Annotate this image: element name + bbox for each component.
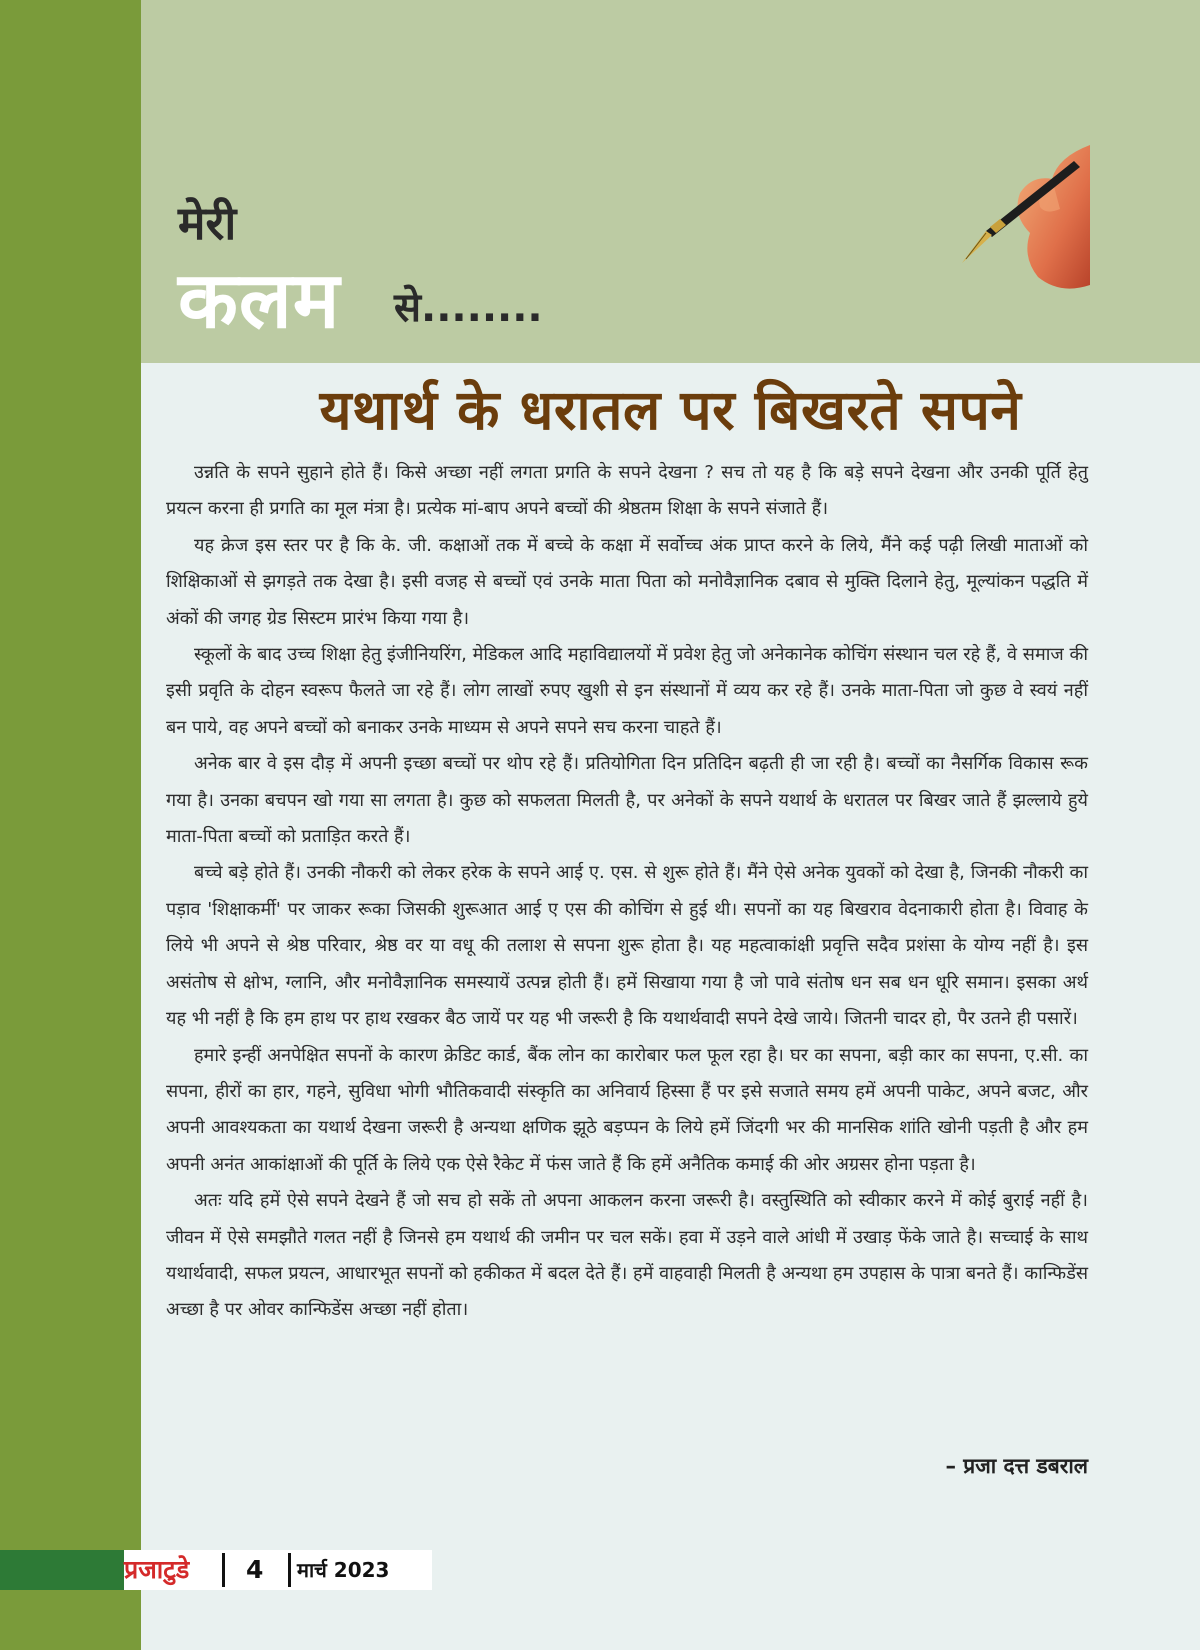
author-byline: – प्रजा दत्त डबराल [945,1454,1088,1478]
footer-green-strip [0,1550,124,1590]
article-paragraph: स्कूलों के बाद उच्च शिक्षा हेतु इंजीनियरिंग, मेडिकल आदि महाविद्यालयों में प्रवेश हेतु जो अनेकानेक कोचिंग संस्थान चल रहे हैं, वे समाज की इसी प्रवृति के दोहन स्वरूप फैलते जा रहे हैं। लोग लाखों रुपए खुशी से इन संस्थानों में व्यय कर रहे हैं। उनके माता-पिता जो कुछ वे स्वयं नहीं बन पाये, वह अपने बच्चों को बनाकर उनके माध्यम से अपने सपने सच करना चाहते हैं। [166,644,1088,738]
article-paragraph: बच्चे बड़े होते हैं। उनकी नौकरी को लेकर हरेक के सपने आई ए. एस. से शुरू होते हैं। मैंने ऐसे अनेक युवकों को देखा है, जिनकी नौकरी का पड़ाव 'शिक्षाकर्मी' पर जाकर रूका जिसकी शुरूआत आई ए एस की कोचिंग से हुई थी। सपनों का यह बिखराव वेदनाकारी होता है। विवाह के लिये भी अपने से श्रेष्ठ परिवार, श्रेष्ठ वर या वधू की तलाश से सपना शुरू होता है। यह महत्वाकांक्षी प्रवृत्ति सदैव प्रशंसा के योग्य नहीं है। इस असंतोष से क्षोभ, ग्लानि, और मनोवैज्ञानिक समस्यायें उत्पन्न होती हैं। हमें सिखाया गया है जो पावे संतोष धन सब धन धूरि समान। इसका अर्थ यह भी नहीं है कि हम हाथ पर हाथ रखकर बैठ जायें पर यह भी जरूरी है कि यथार्थवादी सपने देखे जाये। जितनी चादर हो, पैर उतने ही पसारें। [166,862,1088,1030]
article-headline: यथार्थ के धरातल पर बिखरते सपने [319,378,1022,442]
page-number: 4 [246,1555,264,1584]
article-paragraph: यह क्रेज इस स्तर पर है कि के. जी. कक्षाओं तक में बच्चे के कक्षा में सर्वोच्च अंक प्राप्त करने के लिये, मैंने कई पढ़ी लिखी माताओं को शिक्षिकाओं से झगड़ते तक देखा है। इसी वजह से बच्चों एवं उनके माता पिता को मनोवैज्ञानिक दबाव से मुक्ति दिलाने हेतु, मूल्यांकन पद्धति में अंकों की जगह ग्रेड सिस्टम प्रारंभ किया गया है। [166,534,1088,629]
left-green-bar [0,0,141,1650]
article-paragraph: अनेक बार वे इस दौड़ में अपनी इच्छा बच्चों पर थोप रहे हैं। प्रतियोगिता दिन प्रतिदिन बढ़ती ही जा रही है। बच्चों का नैसर्गिक विकास रूक गया है। उनका बचपन खो गया सा लगता है। कुछ को सफलता मिलती है, पर अनेकों के सपने यथार्थ के धरातल पर बिखर जाते हैं झल्लाये हुये माता-पिता बच्चों को प्रताड़ित करते हैं। [166,753,1088,848]
article-paragraph: उन्नति के सपने सुहाने होते हैं। किसे अच्छा नहीं लगता प्रगति के सपने देखना ? सच तो यह है कि बड़े सपने देखना और उनकी पूर्ति हेतु प्रयत्न करना ही प्रगति का मूल मंत्रा है। प्रत्येक मां-बाप अपने बच्चों की श्रेष्ठतम शिक्षा के सपने संजाते हैं। [166,462,1088,520]
fountain-pen-hand-icon [940,145,1090,300]
footer-divider [222,1553,225,1587]
magazine-logo: प्रजाटुडे [124,1555,190,1584]
footer-divider [288,1553,291,1587]
issue-date: मार्च 2023 [297,1558,390,1582]
article-paragraph: हमारे इन्हीं अनपेक्षित सपनों के कारण क्रेडिट कार्ड, बैंक लोन का कारोबार फल फूल रहा है। घर का सपना, बड़ी कार का सपना, ए.सी. का सपना, हीरों का हार, गहने, सुविधा भोगी भौतिकवादी संस्कृति का अनिवार्य हिस्सा हैं पर इसे सजाते समय हमें अपनी पाकेट, अपने बजट, और अपनी आवश्यकता का यथार्थ देखना जरूरी है अन्यथा क्षणिक झूठे बड़प्पन के लिये हमें जिंदगी भर की मानसिक शांति खोनी पड़ती है और हम अपनी अनंत आकांक्षाओं की पूर्ति के लिये एक ऐसे रैकेट में फंस जाते हैं कि हमें अनैतिक कमाई की ओर अग्रसर होना पड़ता है। [166,1044,1088,1175]
column-title-se: से........ [394,285,543,331]
article-paragraph: अतः यदि हमें ऐसे सपने देखने हैं जो सच हो सकें तो अपना आकलन करना जरूरी है। वस्तुस्थिति को स्वीकार करने में कोई बुराई नहीं है। जीवन में ऐसे समझौते गलत नहीं है जिनसे हम यथार्थ की जमीन पर चल सकें। हवा में उड़ने वाले आंधी में उखाड़ फेंके जाते है। सच्चाई के साथ यथार्थवादी, सफल प्रयत्न, आधारभूत सपनों को हकीकत में बदल देते हैं। हमें वाहवाही मिलती है अन्यथा हम उपहास के पात्रा बनते हैं। कान्फिडेंस अच्छा है पर ओवर कान्फिडेंस अच्छा नहीं होता। [166,1190,1088,1321]
column-title-meri: मेरी [178,196,237,250]
article-body [166,455,1088,1329]
column-title-kalam: कलम [178,256,341,346]
